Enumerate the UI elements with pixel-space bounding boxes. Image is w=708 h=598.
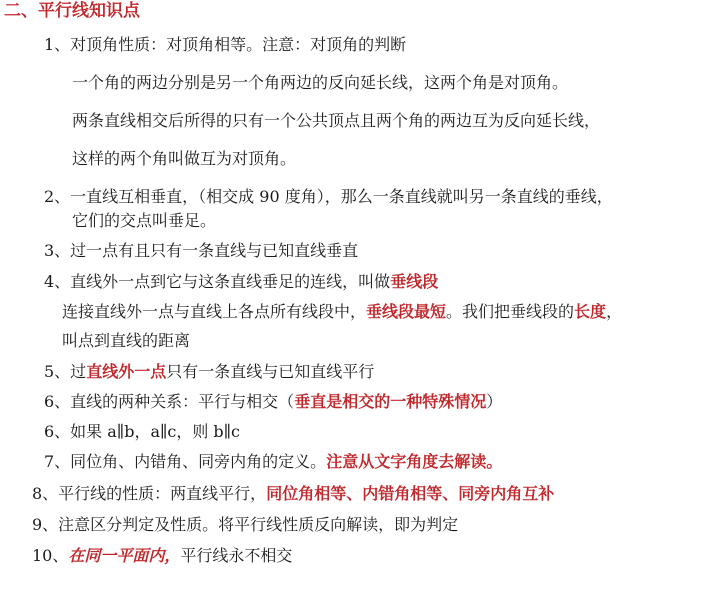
item-10-note: 在同一平面内，: [68, 546, 181, 565]
item-7-prefix: 7、同位角、内错角、同旁内角的定义。: [44, 452, 327, 471]
item-4-line-1: [44, 271, 438, 293]
item-5-term: 直线外一点: [86, 362, 167, 381]
item-9: 9、注意区分判定及性质。将平行线性质反向解读，即为判定: [32, 515, 459, 534]
item-3: 3、过一点有且只有一条直线与已知直线垂直: [44, 241, 359, 260]
item-7-note: 注意从文字角度去解读。: [326, 452, 503, 471]
item-4-line-2-e: ，: [606, 302, 623, 321]
item-10: [32, 545, 292, 567]
item-1-para-3: 这样的两个角叫做互为对顶角。: [72, 149, 297, 168]
section-heading: 二、平行线知识点: [4, 1, 140, 21]
item-4-shortest: 垂线段最短: [366, 302, 447, 321]
item-8-prefix: 8、平行线的性质：两直线平行，: [32, 484, 267, 503]
item-4-prefix: 4、直线外一点到它与这条直线垂足的连线，叫做: [44, 272, 391, 291]
item-6-suffix: ）: [486, 392, 503, 411]
item-1-para-2: 两条直线相交后所得的只有一个公共顶点且两个角的两边互为反向延长线，: [72, 111, 601, 130]
item-7: [44, 451, 502, 473]
item-1-title: 1、对顶角性质：对顶角相等。注意：对顶角的判断: [44, 35, 407, 54]
item-8-note: 同位角相等、内错角相等、同旁内角互补: [266, 484, 555, 503]
item-10-prefix: 10、: [32, 546, 69, 565]
item-6-prefix: 6、直线的两种关系：平行与相交（: [44, 392, 295, 411]
item-4-line-2: [62, 301, 622, 323]
item-5-prefix: 5、过: [44, 362, 87, 381]
item-8: [32, 483, 554, 505]
item-4-line-2-a: 连接直线外一点与直线上各点所有线段中，: [62, 302, 367, 321]
item-6b: 6、如果 a∥b，a∥c，则 b∥c: [44, 422, 241, 441]
item-10-suffix: 平行线永不相交: [180, 546, 293, 565]
item-5: [44, 361, 374, 383]
item-4-length: 长度: [574, 302, 607, 321]
item-4-line-3: 叫点到直线的距离: [62, 331, 191, 350]
item-4-term: 垂线段: [390, 272, 439, 291]
item-1-para-1: 一个角的两边分别是另一个角两边的反向延长线，这两个角是对顶角。: [72, 73, 569, 92]
item-2-line-2: 它们的交点叫垂足。: [72, 211, 217, 230]
item-5-suffix: 只有一条直线与已知直线平行: [166, 362, 375, 381]
item-6-note: 垂直是相交的一种特殊情况: [294, 392, 487, 411]
item-2-line-1: 2、一直线互相垂直，（相交成 90 度角），那么一条直线就叫另一条直线的垂线，: [44, 187, 613, 206]
item-6: [44, 391, 502, 413]
item-4-line-2-c: 。我们把垂线段的: [446, 302, 575, 321]
